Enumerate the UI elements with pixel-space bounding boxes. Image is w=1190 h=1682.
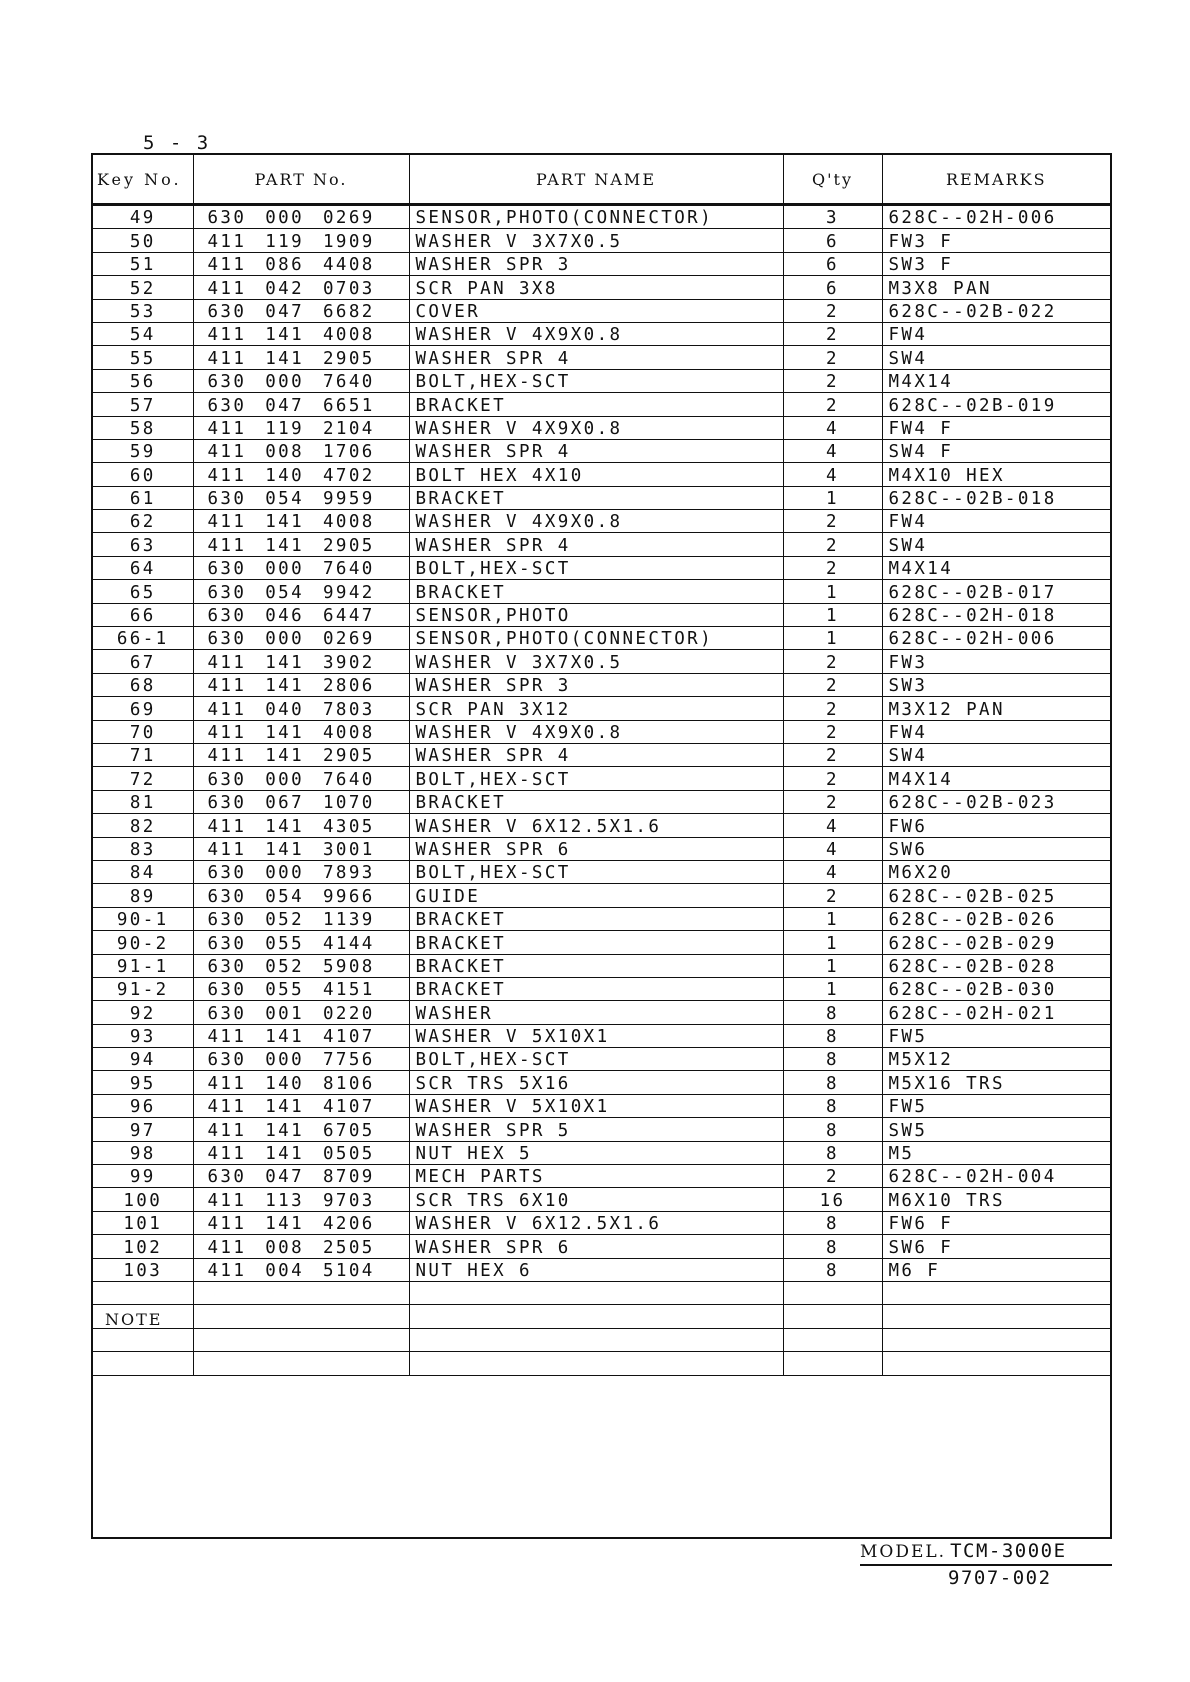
row-remarks: SW6 [882, 837, 1110, 860]
row-part-name: MECH PARTS [409, 1165, 783, 1188]
row-part-name: WASHER SPR 4 [409, 533, 783, 556]
row-qty: 2 [783, 697, 882, 720]
table-row [93, 790, 1110, 813]
note-section [93, 1304, 1110, 1537]
table-row [93, 1024, 1110, 1047]
row-part-name: NUT HEX 5 [409, 1141, 783, 1164]
row-key-no: 101 [93, 1211, 193, 1234]
row-remarks: M3X12 PAN [882, 697, 1110, 720]
row-part-no: 411 119 2104 [193, 416, 409, 439]
row-part-name: COVER [409, 299, 783, 322]
row-qty: 8 [783, 1211, 882, 1234]
row-part-name: WASHER V 4X9X0.8 [409, 720, 783, 743]
page-number: 5 - 3 [143, 132, 211, 154]
table-row [93, 697, 1110, 720]
table-row [93, 977, 1110, 1000]
row-part-no: 630 000 0269 [193, 205, 409, 229]
row-key-no: 92 [93, 1001, 193, 1024]
row-part-name: WASHER V 5X10X1 [409, 1024, 783, 1047]
table-row [93, 463, 1110, 486]
row-qty: 3 [783, 205, 882, 229]
row-remarks: 628C--02H-006 [882, 205, 1110, 229]
row-remarks: FW4 [882, 510, 1110, 533]
table-row [93, 954, 1110, 977]
table-row [93, 299, 1110, 322]
row-qty: 6 [783, 252, 882, 275]
row-part-no: 411 141 0505 [193, 1141, 409, 1164]
row-qty: 8 [783, 1235, 882, 1258]
header-remarks: REMARKS [882, 155, 1110, 205]
row-key-no: 94 [93, 1048, 193, 1071]
table-row [93, 1048, 1110, 1071]
row-qty: 2 [783, 346, 882, 369]
row-qty: 2 [783, 369, 882, 392]
row-part-name: WASHER [409, 1001, 783, 1024]
row-qty: 8 [783, 1071, 882, 1094]
model-value: TCM-3000E [950, 1540, 1067, 1562]
row-qty: 4 [783, 463, 882, 486]
row-part-no: 630 054 9942 [193, 580, 409, 603]
row-key-no: 68 [93, 673, 193, 696]
row-part-name: WASHER V 3X7X0.5 [409, 229, 783, 252]
row-remarks: 628C--02B-019 [882, 393, 1110, 416]
row-part-no: 411 141 4107 [193, 1094, 409, 1117]
row-qty: 4 [783, 837, 882, 860]
row-key-no: 97 [93, 1118, 193, 1141]
row-part-no: 411 141 4206 [193, 1211, 409, 1234]
row-remarks: M3X8 PAN [882, 276, 1110, 299]
table-row [93, 276, 1110, 299]
row-remarks: FW5 [882, 1094, 1110, 1117]
row-remarks: SW4 [882, 743, 1110, 766]
row-qty: 1 [783, 907, 882, 930]
table-row [93, 767, 1110, 790]
row-qty: 1 [783, 603, 882, 626]
row-part-name: BOLT,HEX-SCT [409, 556, 783, 579]
row-remarks: 628C--02B-017 [882, 580, 1110, 603]
row-part-no: 630 054 9959 [193, 486, 409, 509]
table-row [93, 1118, 1110, 1141]
row-part-no: 411 141 3902 [193, 650, 409, 673]
row-qty: 1 [783, 977, 882, 1000]
row-part-no: 630 000 7640 [193, 767, 409, 790]
row-key-no: 67 [93, 650, 193, 673]
row-part-no: 630 047 6682 [193, 299, 409, 322]
row-qty: 8 [783, 1258, 882, 1281]
table-row [93, 1235, 1110, 1258]
row-part-name: SENSOR,PHOTO(CONNECTOR) [409, 627, 783, 650]
row-remarks: 628C--02B-018 [882, 486, 1110, 509]
row-qty: 8 [783, 1048, 882, 1071]
row-remarks: SW6 F [882, 1235, 1110, 1258]
row-key-no: 84 [93, 860, 193, 883]
row-remarks: FW6 F [882, 1211, 1110, 1234]
row-remarks: FW5 [882, 1024, 1110, 1047]
row-part-no: 630 067 1070 [193, 790, 409, 813]
table-row [93, 556, 1110, 579]
row-key-no: 99 [93, 1165, 193, 1188]
table-row [93, 837, 1110, 860]
row-remarks: FW3 F [882, 229, 1110, 252]
blank-cell [193, 1281, 409, 1304]
row-qty: 2 [783, 720, 882, 743]
blank-cell [783, 1281, 882, 1304]
row-key-no: 65 [93, 580, 193, 603]
row-part-no: 411 140 8106 [193, 1071, 409, 1094]
row-qty: 16 [783, 1188, 882, 1211]
row-part-no: 411 141 3001 [193, 837, 409, 860]
row-remarks: 628C--02H-006 [882, 627, 1110, 650]
row-part-no: 411 141 4008 [193, 322, 409, 345]
row-part-no: 630 000 7756 [193, 1048, 409, 1071]
row-part-name: BOLT HEX 4X10 [409, 463, 783, 486]
row-part-no: 411 141 4008 [193, 510, 409, 533]
row-part-no: 411 141 2905 [193, 743, 409, 766]
table-row [93, 1165, 1110, 1188]
row-qty: 1 [783, 931, 882, 954]
row-key-no: 100 [93, 1188, 193, 1211]
row-part-name: NUT HEX 6 [409, 1258, 783, 1281]
row-key-no: 72 [93, 767, 193, 790]
row-part-name: BRACKET [409, 931, 783, 954]
row-part-no: 411 113 9703 [193, 1188, 409, 1211]
row-remarks: M6X10 TRS [882, 1188, 1110, 1211]
row-remarks: M6X20 [882, 860, 1110, 883]
row-part-name: BOLT,HEX-SCT [409, 369, 783, 392]
row-qty: 1 [783, 627, 882, 650]
row-part-no: 630 000 7893 [193, 860, 409, 883]
table-row [93, 1094, 1110, 1117]
row-key-no: 66-1 [93, 627, 193, 650]
header-part-name: PART NAME [409, 155, 783, 205]
table-row [93, 907, 1110, 930]
row-part-name: WASHER SPR 4 [409, 743, 783, 766]
parts-table [93, 155, 1110, 1376]
row-remarks: M4X14 [882, 556, 1110, 579]
row-part-name: WASHER V 6X12.5X1.6 [409, 814, 783, 837]
row-key-no: 59 [93, 439, 193, 462]
row-key-no: 90-1 [93, 907, 193, 930]
row-remarks: FW4 [882, 720, 1110, 743]
table-row [93, 1211, 1110, 1234]
table-row [93, 393, 1110, 416]
table-row [93, 931, 1110, 954]
row-part-no: 411 042 0703 [193, 276, 409, 299]
row-key-no: 60 [93, 463, 193, 486]
row-remarks: M5X16 TRS [882, 1071, 1110, 1094]
row-key-no: 54 [93, 322, 193, 345]
row-remarks: SW4 [882, 346, 1110, 369]
row-qty: 1 [783, 580, 882, 603]
row-remarks: 628C--02B-030 [882, 977, 1110, 1000]
table-row [93, 1141, 1110, 1164]
row-part-name: BOLT,HEX-SCT [409, 1048, 783, 1071]
row-part-name: WASHER SPR 6 [409, 1235, 783, 1258]
header-qty: Q'ty [783, 155, 882, 205]
row-part-name: SCR PAN 3X8 [409, 276, 783, 299]
row-key-no: 55 [93, 346, 193, 369]
row-key-no: 81 [93, 790, 193, 813]
row-part-name: WASHER SPR 3 [409, 673, 783, 696]
table-row [93, 720, 1110, 743]
row-part-name: WASHER V 4X9X0.8 [409, 510, 783, 533]
row-key-no: 53 [93, 299, 193, 322]
row-part-name: BRACKET [409, 907, 783, 930]
row-part-no: 630 001 0220 [193, 1001, 409, 1024]
blank-cell [882, 1281, 1110, 1304]
table-row [93, 369, 1110, 392]
row-key-no: 61 [93, 486, 193, 509]
row-part-name: WASHER V 3X7X0.5 [409, 650, 783, 673]
row-part-name: BOLT,HEX-SCT [409, 860, 783, 883]
row-part-no: 630 000 7640 [193, 556, 409, 579]
row-part-name: SCR TRS 5X16 [409, 1071, 783, 1094]
row-part-no: 411 141 2905 [193, 533, 409, 556]
row-qty: 2 [783, 1165, 882, 1188]
row-remarks: 628C--02H-018 [882, 603, 1110, 626]
table-row [93, 650, 1110, 673]
row-part-name: WASHER SPR 5 [409, 1118, 783, 1141]
row-remarks: FW6 [882, 814, 1110, 837]
row-key-no: 50 [93, 229, 193, 252]
row-part-no: 411 141 2806 [193, 673, 409, 696]
table-header-row [93, 155, 1110, 205]
row-key-no: 64 [93, 556, 193, 579]
row-remarks: 628C--02H-021 [882, 1001, 1110, 1024]
row-qty: 4 [783, 439, 882, 462]
row-part-no: 411 141 2905 [193, 346, 409, 369]
note-label: NOTE [105, 1310, 163, 1329]
row-remarks: 628C--02B-029 [882, 931, 1110, 954]
header-key-no: Key No. [93, 155, 193, 205]
document-code: 9707-002 [948, 1567, 1052, 1589]
row-part-no: 411 140 4702 [193, 463, 409, 486]
row-qty: 6 [783, 229, 882, 252]
row-qty: 8 [783, 1024, 882, 1047]
row-remarks: M6 F [882, 1258, 1110, 1281]
row-part-no: 411 119 1909 [193, 229, 409, 252]
table-row [93, 416, 1110, 439]
table-row [93, 627, 1110, 650]
row-qty: 1 [783, 954, 882, 977]
table-row [93, 486, 1110, 509]
row-key-no: 51 [93, 252, 193, 275]
row-qty: 8 [783, 1094, 882, 1117]
row-part-name: BRACKET [409, 977, 783, 1000]
row-key-no: 57 [93, 393, 193, 416]
row-part-name: SENSOR,PHOTO [409, 603, 783, 626]
row-part-no: 630 047 8709 [193, 1165, 409, 1188]
table-row [93, 580, 1110, 603]
row-part-name: WASHER SPR 4 [409, 439, 783, 462]
row-part-no: 411 141 4008 [193, 720, 409, 743]
row-remarks: M5X12 [882, 1048, 1110, 1071]
row-qty: 2 [783, 884, 882, 907]
row-remarks: 628C--02B-025 [882, 884, 1110, 907]
row-part-name: SCR PAN 3X12 [409, 697, 783, 720]
row-key-no: 103 [93, 1258, 193, 1281]
table-row [93, 205, 1110, 229]
row-remarks: SW4 [882, 533, 1110, 556]
row-part-no: 630 000 0269 [193, 627, 409, 650]
table-row [93, 814, 1110, 837]
row-qty: 2 [783, 790, 882, 813]
row-remarks: 628C--02B-026 [882, 907, 1110, 930]
row-key-no: 91-2 [93, 977, 193, 1000]
model-line [860, 1540, 1112, 1566]
row-part-no: 411 141 6705 [193, 1118, 409, 1141]
row-qty: 4 [783, 416, 882, 439]
row-qty: 2 [783, 533, 882, 556]
row-qty: 2 [783, 650, 882, 673]
row-qty: 2 [783, 510, 882, 533]
row-qty: 4 [783, 814, 882, 837]
table-row [93, 252, 1110, 275]
table-row [93, 510, 1110, 533]
row-remarks: M5 [882, 1141, 1110, 1164]
row-remarks: SW5 [882, 1118, 1110, 1141]
row-qty: 6 [783, 276, 882, 299]
row-part-no: 411 008 1706 [193, 439, 409, 462]
row-part-name: WASHER SPR 6 [409, 837, 783, 860]
row-part-no: 411 004 5104 [193, 1258, 409, 1281]
row-part-name: BOLT,HEX-SCT [409, 767, 783, 790]
row-key-no: 95 [93, 1071, 193, 1094]
table-row [93, 346, 1110, 369]
blank-table-row [93, 1281, 1110, 1304]
row-key-no: 93 [93, 1024, 193, 1047]
row-part-name: WASHER V 6X12.5X1.6 [409, 1211, 783, 1234]
row-part-name: BRACKET [409, 580, 783, 603]
row-part-name: WASHER V 4X9X0.8 [409, 322, 783, 345]
row-remarks: FW3 [882, 650, 1110, 673]
row-qty: 2 [783, 767, 882, 790]
row-part-name: BRACKET [409, 790, 783, 813]
row-part-no: 630 054 9966 [193, 884, 409, 907]
row-part-no: 411 141 4305 [193, 814, 409, 837]
blank-cell [93, 1281, 193, 1304]
row-key-no: 62 [93, 510, 193, 533]
row-key-no: 69 [93, 697, 193, 720]
row-part-no: 630 047 6651 [193, 393, 409, 416]
row-key-no: 96 [93, 1094, 193, 1117]
row-part-no: 411 086 4408 [193, 252, 409, 275]
row-key-no: 49 [93, 205, 193, 229]
row-key-no: 91-1 [93, 954, 193, 977]
row-key-no: 63 [93, 533, 193, 556]
table-row [93, 860, 1110, 883]
row-key-no: 66 [93, 603, 193, 626]
row-qty: 8 [783, 1118, 882, 1141]
row-part-no: 630 055 4151 [193, 977, 409, 1000]
row-qty: 2 [783, 556, 882, 579]
row-remarks: 628C--02H-004 [882, 1165, 1110, 1188]
table-row [93, 743, 1110, 766]
row-qty: 8 [783, 1001, 882, 1024]
row-qty: 2 [783, 322, 882, 345]
row-qty: 8 [783, 1141, 882, 1164]
row-key-no: 83 [93, 837, 193, 860]
table-row [93, 673, 1110, 696]
row-remarks: FW4 [882, 322, 1110, 345]
row-key-no: 102 [93, 1235, 193, 1258]
row-part-name: GUIDE [409, 884, 783, 907]
row-qty: 2 [783, 299, 882, 322]
row-remarks: M4X14 [882, 369, 1110, 392]
parts-list-sheet [91, 153, 1112, 1539]
row-key-no: 90-2 [93, 931, 193, 954]
row-key-no: 58 [93, 416, 193, 439]
table-row [93, 229, 1110, 252]
row-part-name: WASHER V 5X10X1 [409, 1094, 783, 1117]
table-row [93, 1071, 1110, 1094]
table-row [93, 884, 1110, 907]
row-part-no: 630 046 6447 [193, 603, 409, 626]
row-qty: 2 [783, 673, 882, 696]
row-part-name: SENSOR,PHOTO(CONNECTOR) [409, 205, 783, 229]
row-key-no: 82 [93, 814, 193, 837]
table-row [93, 603, 1110, 626]
row-part-name: BRACKET [409, 393, 783, 416]
row-part-name: BRACKET [409, 954, 783, 977]
row-qty: 2 [783, 393, 882, 416]
row-remarks: SW3 F [882, 252, 1110, 275]
row-qty: 1 [783, 486, 882, 509]
row-remarks: 628C--02B-023 [882, 790, 1110, 813]
table-row [93, 439, 1110, 462]
row-key-no: 70 [93, 720, 193, 743]
blank-cell [409, 1281, 783, 1304]
row-part-name: SCR TRS 6X10 [409, 1188, 783, 1211]
model-label: MODEL. [860, 1542, 947, 1562]
row-remarks: FW4 F [882, 416, 1110, 439]
row-part-name: WASHER SPR 3 [409, 252, 783, 275]
row-part-no: 630 000 7640 [193, 369, 409, 392]
table-row [93, 533, 1110, 556]
row-key-no: 89 [93, 884, 193, 907]
row-qty: 4 [783, 860, 882, 883]
row-part-no: 411 040 7803 [193, 697, 409, 720]
row-key-no: 98 [93, 1141, 193, 1164]
table-row [93, 1188, 1110, 1211]
parts-table-body [93, 205, 1110, 1376]
row-part-name: WASHER V 4X9X0.8 [409, 416, 783, 439]
row-part-no: 630 055 4144 [193, 931, 409, 954]
row-remarks: 628C--02B-022 [882, 299, 1110, 322]
row-part-no: 630 052 1139 [193, 907, 409, 930]
row-remarks: SW3 [882, 673, 1110, 696]
table-row [93, 1001, 1110, 1024]
row-key-no: 56 [93, 369, 193, 392]
row-part-name: WASHER SPR 4 [409, 346, 783, 369]
row-part-no: 630 052 5908 [193, 954, 409, 977]
row-part-name: BRACKET [409, 486, 783, 509]
row-qty: 2 [783, 743, 882, 766]
table-row [93, 322, 1110, 345]
row-remarks: SW4 F [882, 439, 1110, 462]
row-remarks: 628C--02B-028 [882, 954, 1110, 977]
table-row [93, 1258, 1110, 1281]
header-part-no: PART No. [193, 155, 409, 205]
row-key-no: 52 [93, 276, 193, 299]
row-remarks: M4X10 HEX [882, 463, 1110, 486]
row-key-no: 71 [93, 743, 193, 766]
row-part-no: 411 141 4107 [193, 1024, 409, 1047]
row-remarks: M4X14 [882, 767, 1110, 790]
row-part-no: 411 008 2505 [193, 1235, 409, 1258]
